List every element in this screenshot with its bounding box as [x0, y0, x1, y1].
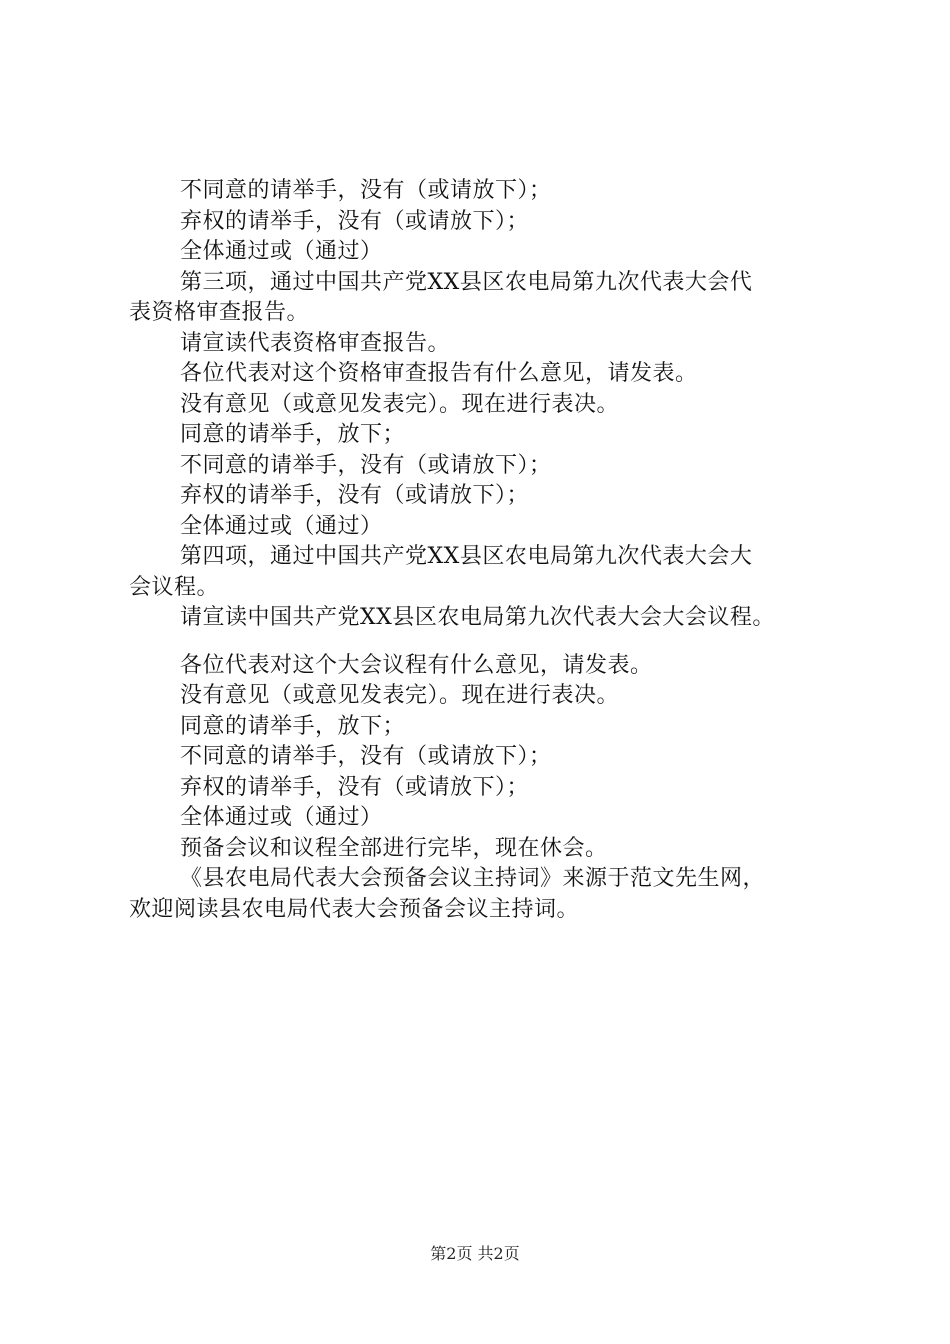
text-line: 全体通过或（通过） — [180, 805, 383, 830]
text-line: 同意的请举手，放下； — [180, 713, 406, 739]
text-line: 不同意的请举手，没有（或请放下）； — [180, 178, 552, 203]
text-line: 表资格审查报告。 — [129, 300, 310, 325]
text-line: 会议程。 — [129, 574, 220, 600]
text-line: 弃权的请举手，没有（或请放下）； — [180, 208, 530, 234]
text-line: 弃权的请举手，没有（或请放下）； — [180, 774, 530, 800]
text-line: 第三项，通过中国共产党XX县区农电局第九次代表大会代 — [180, 269, 753, 295]
page-footer: 第2页 共2页 — [430, 1244, 520, 1263]
text-line: 第四项，通过中国共产党XX县区农电局第九次代表大会大 — [180, 544, 753, 569]
text-line: 请宣读代表资格审查报告。 — [180, 330, 451, 356]
text-line: 不同意的请举手，没有（或请放下）； — [180, 452, 552, 478]
text-line: 欢迎阅读县农电局代表大会预备会议主持词。 — [129, 896, 580, 922]
text-line: 请宣读中国共产党XX县区农电局第九次代表大会大会议程。 — [180, 605, 775, 630]
text-line: 《县农电局代表大会预备会议主持词》来源于范文先生网， — [180, 866, 766, 891]
text-line: 不同意的请举手，没有（或请放下）； — [180, 744, 552, 769]
blank-line — [129, 634, 849, 651]
text-line: 各位代表对这个大会议程有什么意见，请发表。 — [180, 652, 653, 678]
text-line: 弃权的请举手，没有（或请放下）； — [180, 483, 530, 508]
text-line: 全体通过或（通过） — [180, 513, 383, 539]
text-line: 同意的请举手，放下； — [180, 422, 406, 447]
text-line: 预备会议和议程全部进行完毕，现在休会。 — [180, 835, 608, 861]
text-line: 没有意见（或意见发表完）。现在进行表决。 — [180, 683, 620, 708]
text-line: 全体通过或（通过） — [180, 239, 383, 264]
text-line: 各位代表对这个资格审查报告有什么意见，请发表。 — [180, 361, 698, 386]
text-line: 没有意见（或意见发表完）。现在进行表决。 — [180, 391, 620, 417]
document-body — [129, 176, 849, 925]
